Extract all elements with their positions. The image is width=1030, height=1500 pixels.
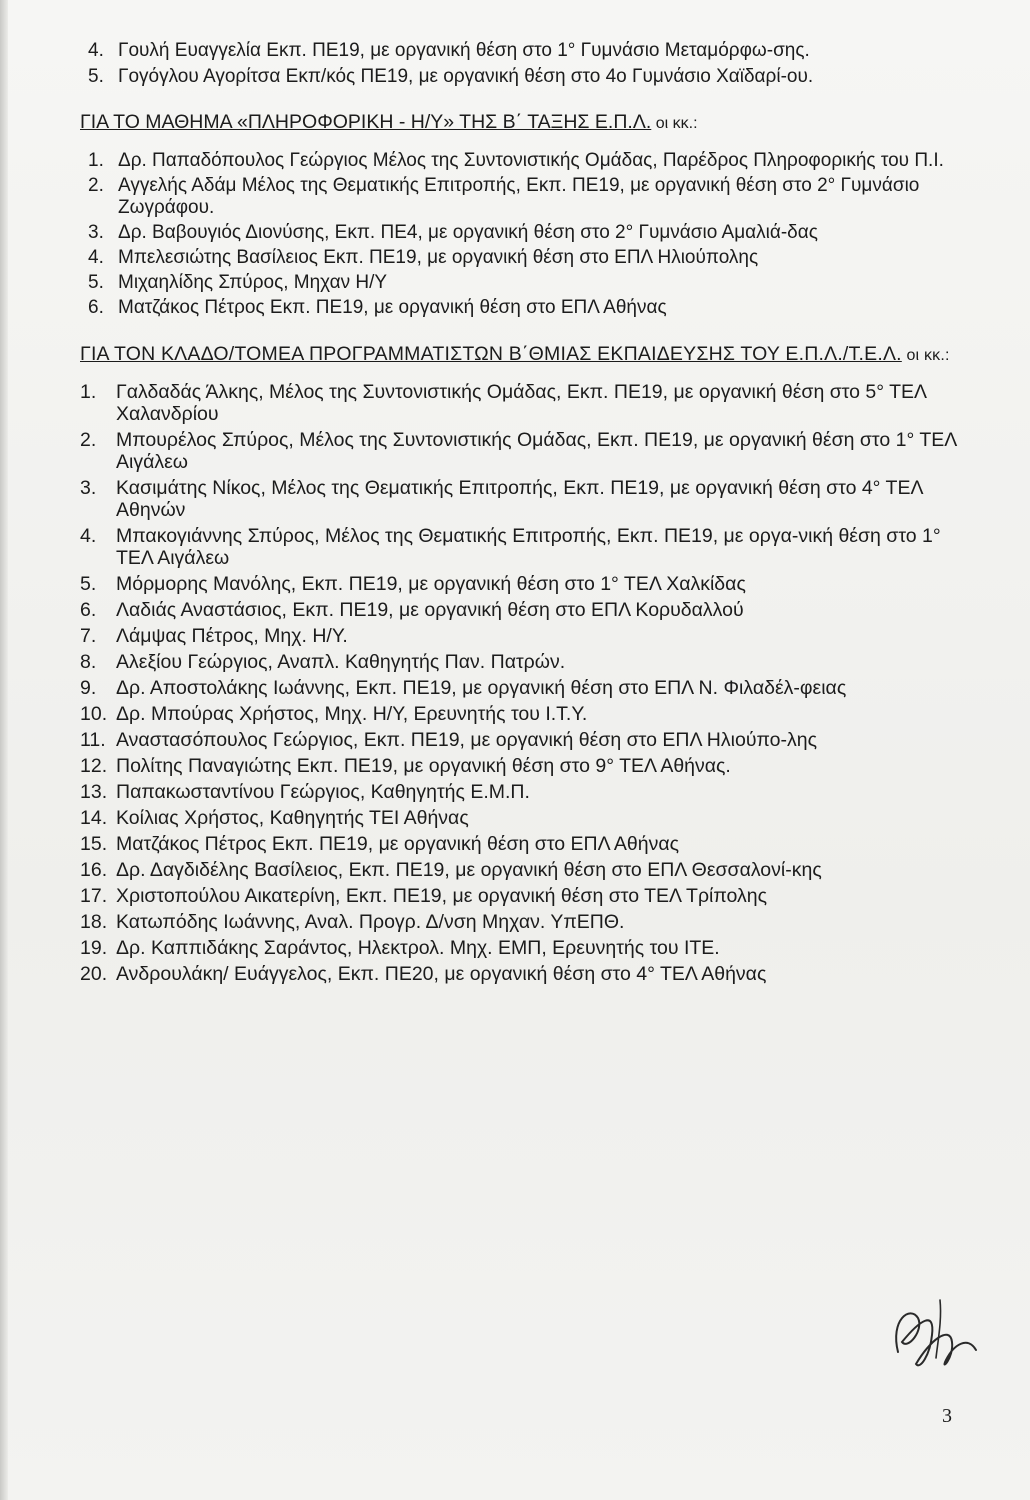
- list-item-number: 2.: [80, 429, 97, 451]
- list-item: [80, 573, 960, 595]
- list-item-text: Μπουρέλος Σπύρος, Μέλος της Συντονιστικής Ομάδας, Εκπ. ΠΕ19, με οργανική θέση στο 1° ΤΕΛ Αιγάλεω: [116, 429, 957, 473]
- list-item-number: 17.: [80, 885, 108, 907]
- list-item-text: Δρ. Βαβουγιός Διονύσης, Εκπ. ΠΕ4, με οργανική θέση στο 2° Γυμνάσιο Αμαλιά-δας: [118, 222, 818, 243]
- list-item: [80, 175, 960, 219]
- list-item: [80, 651, 960, 673]
- list-item-number: 9.: [80, 677, 97, 699]
- list-item-text: Μπακογιάννης Σπύρος, Μέλος της Θεματικής Επιτροπής, Εκπ. ΠΕ19, με οργα-νική θέση στο 1° ΤΕΛ Αιγάλεω: [116, 525, 941, 569]
- list-item-number: 3.: [80, 477, 97, 499]
- list-item: [80, 297, 960, 319]
- list-item: [80, 807, 960, 829]
- signature: [880, 1280, 990, 1390]
- list-item-number: 7.: [80, 625, 97, 647]
- list-item: [80, 729, 960, 751]
- list-item-number: 18.: [80, 911, 108, 933]
- list-item: [80, 429, 960, 473]
- list-item-text: Πολίτης Παναγιώτης Εκπ. ΠΕ19, με οργανική θέση στο 9° ΤΕΛ Αθήνας.: [116, 755, 731, 777]
- list-item-text: Ματζάκος Πέτρος Εκπ. ΠΕ19, με οργανική θέση στο ΕΠΛ Αθήνας: [118, 297, 667, 318]
- list-item: [80, 477, 960, 521]
- list-item: [80, 247, 960, 269]
- informatics-committee-list: [80, 150, 960, 319]
- list-item: [80, 222, 960, 244]
- list-item-text: Δρ. Μπούρας Χρήστος, Μηχ. Η/Υ, Ερευνητής του Ι.Τ.Υ.: [116, 703, 588, 725]
- list-item: [80, 885, 960, 907]
- list-item: [80, 703, 960, 725]
- list-item-number: 3.: [88, 222, 104, 243]
- list-item-number: 15.: [80, 833, 108, 855]
- list-item-number: 12.: [80, 755, 108, 777]
- list-item: [80, 859, 960, 881]
- list-item: [80, 381, 960, 425]
- list-item-number: 13.: [80, 781, 108, 803]
- list-item-text: Κοίλιας Χρήστος, Καθηγητής ΤΕΙ Αθήνας: [116, 807, 469, 829]
- list-item: [80, 625, 960, 647]
- list-item: [80, 599, 960, 621]
- list-item-number: 1.: [88, 150, 104, 171]
- list-item-number: 5.: [80, 573, 97, 595]
- list-item-number: 11.: [80, 729, 106, 751]
- list-item-text: Μόρμορης Μανόλης, Εκπ. ΠΕ19, με οργανική θέση στο 1° ΤΕΛ Χαλκίδας: [116, 573, 746, 595]
- list-item: [80, 150, 960, 172]
- list-item-text: Κατωπόδης Ιωάννης, Αναλ. Προγρ. Δ/νση Μηχαν. ΥπΕΠΘ.: [116, 911, 625, 933]
- list-item-text: Δρ. Δαγδιδέλης Βασίλειος, Εκπ. ΠΕ19, με οργανική θέση στο ΕΠΛ Θεσσαλονί-κης: [116, 859, 822, 881]
- list-item: [80, 833, 960, 855]
- list-item-number: 5.: [88, 66, 104, 87]
- list-item-text: Ανδρουλάκη/ Ευάγγελος, Εκπ. ΠΕ20, με οργανική θέση στο 4° ΤΕΛ Αθήνας: [116, 963, 767, 985]
- list-item-number: 10.: [80, 703, 108, 725]
- list-item-text: Χριστοπούλου Αικατερίνη, Εκπ. ΠΕ19, με οργανική θέση στο ΤΕΛ Τρίπολης: [116, 885, 768, 907]
- list-item-text: Μπελεσιώτης Βασίλειος Εκπ. ΠΕ19, με οργανική θέση στο ΕΠΛ Ηλιούπολης: [118, 247, 759, 268]
- list-item-text: Αγγελής Αδάμ Μέλος της Θεματικής Επιτροπής, Εκπ. ΠΕ19, με οργανική θέση στο 2° Γυμνάσιο Ζωγράφου.: [118, 175, 920, 218]
- list-item-text: Λάμψας Πέτρος, Μηχ. Η/Υ.: [116, 625, 348, 647]
- section-heading-informatics: [80, 110, 960, 136]
- list-item-text: Ματζάκος Πέτρος Εκπ. ΠΕ19, με οργανική θέση στο ΕΠΛ Αθήνας: [116, 833, 680, 855]
- list-item: [80, 937, 960, 959]
- list-item: [80, 677, 960, 699]
- list-item-number: 2.: [88, 175, 104, 196]
- programmers-committee-list: [80, 381, 960, 985]
- list-item: [80, 963, 960, 985]
- section-heading-title: ΓΙΑ ΤΟ ΜΑΘΗΜΑ «ΠΛΗΡΟΦΟΡΙΚΗ - Η/Υ» ΤΗΣ Β΄ ΤΑΞΗΣ Ε.Π.Λ.: [80, 111, 652, 133]
- list-item: [80, 40, 960, 62]
- list-item-number: 6.: [88, 297, 104, 318]
- list-item-number: 5.: [88, 272, 104, 293]
- list-item-text: Λαδιάς Αναστάσιος, Εκπ. ΠΕ19, με οργανική θέση στο ΕΠΛ Κορυδαλλού: [116, 599, 744, 621]
- list-item-text: Παπακωσταντίνου Γεώργιος, Καθηγητής Ε.Μ.Π.: [116, 781, 530, 803]
- list-item-text: Μιχαηλίδης Σπύρος, Μηχαν Η/Υ: [118, 272, 388, 293]
- list-item-number: 19.: [80, 937, 108, 959]
- list-item-number: 4.: [88, 40, 104, 61]
- section-heading-suffix: οι κκ.:: [651, 115, 698, 132]
- list-item-number: 4.: [80, 525, 97, 547]
- list-item: [80, 66, 960, 88]
- list-item-text: Δρ. Καππιδάκης Σαράντος, Ηλεκτρολ. Μηχ. ΕΜΠ, Ερευνητής του ΙΤΕ.: [116, 937, 720, 959]
- list-item: [80, 781, 960, 803]
- list-item-text: Γουλή Ευαγγελία Εκπ. ΠΕ19, με οργανική θέση στο 1° Γυμνάσιο Μεταμόρφω-σης.: [118, 40, 810, 61]
- list-item-number: 8.: [80, 651, 97, 673]
- list-item-number: 1.: [80, 381, 97, 403]
- list-item-text: Γαλδαδάς Άλκης, Μέλος της Συντονιστικής Ομάδας, Εκπ. ΠΕ19, με οργανική θέση στο 5° ΤΕΛ Χαλανδρίου: [116, 381, 927, 425]
- list-item-text: Γογόγλου Αγορίτσα Εκπ/κός ΠΕ19, με οργανική θέση στο 4ο Γυμνάσιο Χαϊδαρί-ου.: [118, 66, 814, 87]
- section-heading-suffix: οι κκ.:: [901, 347, 950, 364]
- list-item: [80, 755, 960, 777]
- list-item: [80, 525, 960, 569]
- page-number: 3: [942, 1405, 952, 1427]
- list-item-number: 20.: [80, 963, 108, 985]
- list-item-text: Αναστασόπουλος Γεώργιος, Εκπ. ΠΕ19, με οργανική θέση στο ΕΠΛ Ηλιούπο-λης: [116, 729, 817, 751]
- list-item-number: 4.: [88, 247, 104, 268]
- list-item-number: 16.: [80, 859, 108, 881]
- list-item-text: Δρ. Παπαδόπουλος Γεώργιος Μέλος της Συντονιστικής Ομάδας, Παρέδρος Πληροφορικής του Π.Ι.: [118, 150, 944, 171]
- list-item-text: Κασιμάτης Νίκος, Μέλος της Θεματικής Επιτροπής, Εκπ. ΠΕ19, με οργανική θέση στο 4° ΤΕΛ Αθηνών: [116, 477, 923, 521]
- list-item: [80, 272, 960, 294]
- list-item-number: 6.: [80, 599, 97, 621]
- document-content: [80, 40, 960, 989]
- list-item-text: Αλεξίου Γεώργιος, Αναπλ. Καθηγητής Παν. Πατρών.: [116, 651, 566, 673]
- page-edge-shadow: [0, 0, 8, 1500]
- continued-list: [80, 40, 960, 88]
- section-heading-programmers: [80, 343, 960, 367]
- list-item-number: 14.: [80, 807, 108, 829]
- list-item: [80, 911, 960, 933]
- section-heading-title: ΓΙΑ ΤΟΝ ΚΛΑΔΟ/ΤΟΜΕΑ ΠΡΟΓΡΑΜΜΑΤΙΣΤΩΝ Β΄ΘΜΙΑΣ ΕΚΠΑΙΔΕΥΣΗΣ ΤΟΥ Ε.Π.Λ./Τ.Ε.Λ.: [80, 343, 902, 365]
- list-item-text: Δρ. Αποστολάκης Ιωάννης, Εκπ. ΠΕ19, με οργανική θέση στο ΕΠΛ Ν. Φιλαδέλ-φειας: [116, 677, 847, 699]
